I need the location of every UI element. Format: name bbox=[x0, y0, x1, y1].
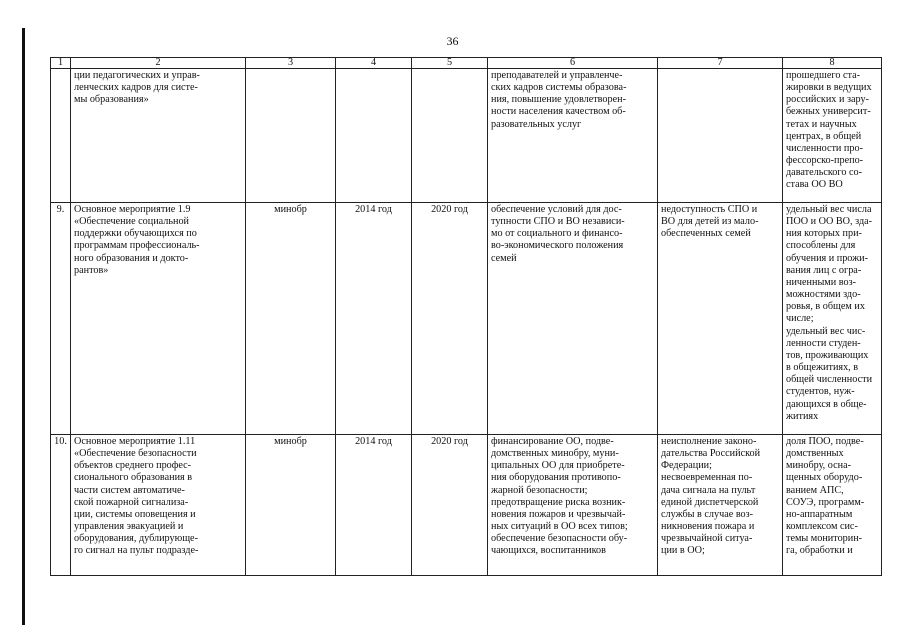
cell-indicators bbox=[783, 435, 882, 576]
cell-text-line: тупности СПО и ВО независи- bbox=[491, 216, 625, 228]
cell-text-line: оборудования, дублирующе- bbox=[74, 533, 198, 545]
cell-text-line: ции педагогических и управ- bbox=[74, 70, 200, 81]
cell-text-line: ванием АПС, bbox=[786, 484, 844, 496]
cell-expected-result bbox=[488, 435, 658, 576]
cell-text-line: ских кадров системы образова- bbox=[491, 82, 627, 94]
cell-text-line: общей численности bbox=[786, 374, 873, 386]
cell-text-line: студентов, нуж- bbox=[786, 386, 855, 398]
cell-text-line: мы образования» bbox=[74, 94, 149, 106]
table-header-row bbox=[51, 58, 882, 69]
cell-text-line: го сигнал на пульт подразде- bbox=[74, 545, 199, 557]
cell-text-line: «Обеспечение социальной bbox=[74, 216, 189, 228]
cell-text-line: житиях bbox=[786, 410, 819, 422]
cell-end-year bbox=[412, 69, 488, 203]
cell-text-line: обеспеченных семей bbox=[661, 228, 751, 240]
header-cell: 3 bbox=[246, 58, 336, 69]
cell-text-line: недоступность СПО и bbox=[661, 204, 758, 215]
cell-text-line: ровья, в общем их bbox=[786, 301, 865, 313]
page-number: 36 bbox=[446, 34, 459, 48]
cell-text-line: новения пожаров и чрезвычай- bbox=[491, 508, 626, 520]
cell-text-line: «Обеспечение безопасности bbox=[74, 448, 197, 460]
cell-start-year: 2014 год bbox=[336, 203, 412, 435]
cell-text-line: дательства Российской bbox=[661, 448, 761, 460]
header-cell: 7 bbox=[658, 58, 783, 69]
cell-text-line: в общежитиях, в bbox=[786, 362, 859, 374]
cell-text-line: ПОО и ОО ВО, зда- bbox=[786, 216, 873, 228]
cell-text-line: обеспечение безопасности обу- bbox=[491, 533, 628, 545]
cell-expected-result bbox=[488, 69, 658, 203]
cell-text-line: фессорско-препо- bbox=[786, 155, 864, 167]
cell-text-line: управления эвакуацией и bbox=[74, 521, 184, 533]
cell-text-line: тов, проживающих bbox=[786, 349, 869, 361]
cell-text-line: ных ситуаций в ОО всех типов; bbox=[491, 521, 628, 533]
cell-text-line: никновения пожара и bbox=[661, 521, 755, 533]
cell-text-line: финансирование ОО, подве- bbox=[491, 436, 614, 447]
cell-measure-name bbox=[71, 435, 246, 576]
cell-text-line: темы мониторин- bbox=[786, 533, 863, 545]
table-row bbox=[51, 203, 882, 435]
cell-text-line: ВО для детей из мало- bbox=[661, 216, 759, 228]
cell-text-line: способлены для bbox=[786, 240, 856, 252]
cell-number bbox=[51, 69, 71, 203]
measures-table bbox=[50, 57, 882, 576]
cell-text-line: программам профессиональ- bbox=[74, 240, 200, 252]
cell-indicators bbox=[783, 203, 882, 435]
header-cell: 4 bbox=[336, 58, 412, 69]
header-cell: 2 bbox=[71, 58, 246, 69]
cell-indicators bbox=[783, 69, 882, 203]
cell-text-line: поддержки обучающихся по bbox=[74, 228, 197, 240]
cell-text-line: части систем автоматиче- bbox=[74, 484, 185, 496]
cell-text-line: ской пожарной сигнализа- bbox=[74, 496, 189, 508]
cell-text-line: СОУЭ, программ- bbox=[786, 496, 865, 508]
cell-expected-result bbox=[488, 203, 658, 435]
cell-text-line: щенных оборудо- bbox=[786, 472, 863, 484]
cell-consequences bbox=[658, 69, 783, 203]
cell-text-line: минобру, осна- bbox=[786, 460, 851, 472]
cell-text-line: ного образования и докто- bbox=[74, 252, 189, 264]
cell-consequences bbox=[658, 203, 783, 435]
cell-text-line: доля ПОО, подве- bbox=[786, 436, 864, 447]
cell-text-line: службы в случае воз- bbox=[661, 508, 754, 520]
cell-text-line: несвоевременная по- bbox=[661, 472, 753, 484]
cell-text-line: прошедшего ста- bbox=[786, 70, 860, 81]
header-cell: 8 bbox=[783, 58, 882, 69]
cell-text-line: домственных bbox=[786, 448, 844, 460]
table-row bbox=[51, 435, 882, 576]
cell-text-line: ципальных ОО для приобрете- bbox=[491, 460, 625, 472]
cell-text-line: российских и зару- bbox=[786, 94, 869, 106]
cell-text-line: ния оборудования противопо- bbox=[491, 472, 621, 484]
cell-text-line: можностями здо- bbox=[786, 289, 861, 301]
cell-text-line: чающихся, воспитанников bbox=[491, 545, 606, 557]
cell-text-line: центрах, в общей bbox=[786, 130, 862, 142]
cell-text-line: давательского со- bbox=[786, 167, 862, 179]
cell-text-line: жировки в ведущих bbox=[786, 82, 872, 94]
header-cell: 1 bbox=[51, 58, 71, 69]
cell-text-line: обеспечение условий для дос- bbox=[491, 204, 622, 215]
cell-text-line: дающихся в обще- bbox=[786, 398, 867, 410]
cell-text-line: ленности студен- bbox=[786, 337, 861, 349]
cell-text-line: предотвращение риска возник- bbox=[491, 496, 626, 508]
cell-text-line: удельный вес числа bbox=[786, 204, 872, 215]
cell-text-line: удельный вес чис- bbox=[786, 325, 866, 337]
cell-number: 9. bbox=[51, 203, 71, 435]
table-row bbox=[51, 69, 882, 203]
cell-text-line: преподавателей и управленче- bbox=[491, 70, 623, 81]
cell-text-line: ции в ОО; bbox=[661, 545, 705, 557]
cell-text-line: Федерации; bbox=[661, 460, 712, 472]
cell-executor bbox=[246, 69, 336, 203]
cell-text-line: дача сигнала на пульт bbox=[661, 484, 756, 496]
cell-text-line: численности про- bbox=[786, 142, 863, 154]
cell-text-line: домственных минобру, муни- bbox=[491, 448, 619, 460]
cell-text-line: обучения и прожи- bbox=[786, 252, 869, 264]
cell-text-line: жарной безопасности; bbox=[491, 484, 588, 496]
cell-number: 10. bbox=[51, 435, 71, 576]
cell-text-line: неисполнение законо- bbox=[661, 436, 757, 447]
cell-text-line: га, обработки и bbox=[786, 545, 853, 557]
cell-consequences bbox=[658, 435, 783, 576]
binding-edge-line bbox=[22, 28, 25, 625]
cell-text-line: рантов» bbox=[74, 264, 109, 276]
cell-text-line: вания лиц с огра- bbox=[786, 264, 862, 276]
cell-text-line: ности населения качеством об- bbox=[491, 106, 626, 118]
cell-text-line: чрезвычайной ситуа- bbox=[661, 533, 753, 545]
cell-text-line: ния, повышение удовлетворен- bbox=[491, 94, 626, 106]
cell-text-line: единой диспетчерской bbox=[661, 496, 759, 508]
cell-text-line: Основное мероприятие 1.11 bbox=[74, 436, 196, 447]
cell-text-line: бежных университ- bbox=[786, 106, 871, 118]
cell-text-line: семей bbox=[491, 252, 517, 264]
cell-text-line: става ОО ВО bbox=[786, 179, 843, 191]
cell-text-line: ленческих кадров для систе- bbox=[74, 82, 198, 94]
cell-text-line: ниченными воз- bbox=[786, 276, 856, 288]
cell-text-line: объектов среднего профес- bbox=[74, 460, 192, 472]
cell-end-year: 2020 год bbox=[412, 203, 488, 435]
cell-text-line: ции, системы оповещения и bbox=[74, 508, 196, 520]
cell-executor: минобр bbox=[246, 203, 336, 435]
cell-text-line: во-экономического положения bbox=[491, 240, 624, 252]
cell-measure-name bbox=[71, 69, 246, 203]
header-cell: 5 bbox=[412, 58, 488, 69]
cell-start-year bbox=[336, 69, 412, 203]
cell-end-year: 2020 год bbox=[412, 435, 488, 576]
cell-executor: минобр bbox=[246, 435, 336, 576]
cell-text-line: но-аппаратным bbox=[786, 508, 853, 520]
cell-text-line: сионального образования в bbox=[74, 472, 193, 484]
cell-text-line: комплексом сис- bbox=[786, 521, 858, 533]
cell-text-line: тетах и научных bbox=[786, 118, 857, 130]
cell-text-line: числе; bbox=[786, 313, 814, 325]
cell-text-line: Основное мероприятие 1.9 bbox=[74, 204, 191, 215]
cell-measure-name bbox=[71, 203, 246, 435]
cell-text-line: разовательных услуг bbox=[491, 118, 582, 130]
header-cell: 6 bbox=[488, 58, 658, 69]
cell-text-line: ния которых при- bbox=[786, 228, 862, 240]
cell-start-year: 2014 год bbox=[336, 435, 412, 576]
cell-text-line: мо от социального и финансо- bbox=[491, 228, 623, 240]
